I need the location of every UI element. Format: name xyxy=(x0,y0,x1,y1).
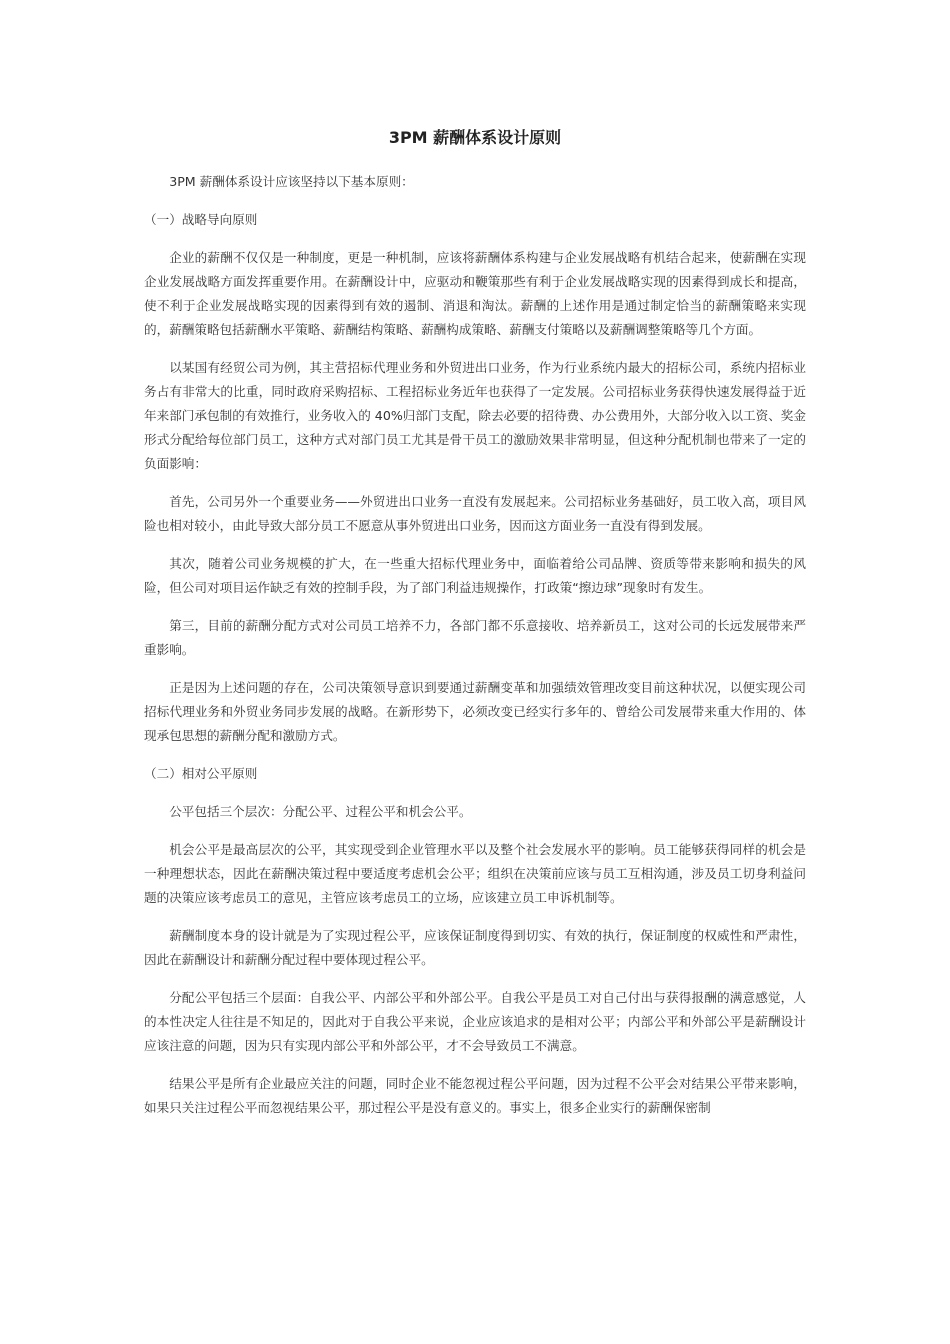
paragraph: 分配公平包括三个层面：自我公平、内部公平和外部公平。自我公平是员工对自己付出与获得报酬的满意感觉，人的本性决定人往往是不知足的，因此对于自我公平来说，企业应该追求的是相对公平；内部公平和外部公平是薪酬设计应该注意的问题，因为只有实现内部公平和外部公平，才不会导致员工不满意。 xyxy=(144,990,806,1053)
paragraph: 公平包括三个层次：分配公平、过程公平和机会公平。 xyxy=(169,804,472,819)
document-body xyxy=(144,170,806,1134)
paragraph: 正是因为上述问题的存在，公司决策领导意识到要通过薪酬变革和加强绩效管理改变目前这种状况，以便实现公司招标代理业务和外贸业务同步发展的战略。在新形势下，必须改变已经实行多年的、曾给公司发展带来重大作用的、体现承包思想的薪酬分配和激励方式。 xyxy=(144,680,806,743)
paragraph: 其次，随着公司业务规模的扩大，在一些重大招标代理业务中，面临着给公司品牌、资质等带来影响和损失的风险，但公司对项目运作缺乏有效的控制手段，为了部门利益违规操作，打政策“擦边球”现象时有发生。 xyxy=(144,556,806,595)
paragraph: 结果公平是所有企业最应关注的问题，同时企业不能忽视过程公平问题，因为过程不公平会对结果公平带来影响，如果只关注过程公平而忽视结果公平，那过程公平是没有意义的。事实上，很多企业实行的薪酬保密制 xyxy=(144,1076,806,1115)
paragraph: 机会公平是最高层次的公平，其实现受到企业管理水平以及整个社会发展水平的影响。员工能够获得同样的机会是一种理想状态，因此在薪酬决策过程中要适度考虑机会公平；组织在决策前应该与员工互相沟通，涉及员工切身利益问题的决策应该考虑员工的意见，主管应该考虑员工的立场，应该建立员工申诉机制等。 xyxy=(144,842,806,905)
paragraph: 薪酬制度本身的设计就是为了实现过程公平，应该保证制度得到切实、有效的执行，保证制度的权威性和严肃性，因此在薪酬设计和薪酬分配过程中要体现过程公平。 xyxy=(144,928,806,967)
paragraph: 首先，公司另外一个重要业务——外贸进出口业务一直没有发展起来。公司招标业务基础好，员工收入高，项目风险也相对较小，由此导致大部分员工不愿意从事外贸进出口业务，因而这方面业务一直没有得到发展。 xyxy=(144,494,806,533)
paragraph-intro: 3PM 薪酬体系设计应该坚持以下基本原则： xyxy=(169,174,414,189)
paragraph: 企业的薪酬不仅仅是一种制度，更是一种机制，应该将薪酬体系构建与企业发展战略有机结合起来，使薪酬在实现企业发展战略方面发挥重要作用。在薪酬设计中，应驱动和鞭策那些有利于企业发展战略实现的因素得到成长和提高，使不利于企业发展战略实现的因素得到有效的遏制、消退和淘汰。薪酬的上述作用是通过制定恰当的薪酬策略来实现的，薪酬策略包括薪酬水平策略、薪酬结构策略、薪酬构成策略、薪酬支付策略以及薪酬调整策略等几个方面。 xyxy=(144,250,806,337)
section-heading-fairness: （二）相对公平原则 xyxy=(144,766,258,781)
section-heading-strategy: （一）战略导向原则 xyxy=(144,212,258,227)
document-title: 3PM 薪酬体系设计原则 xyxy=(388,128,562,147)
paragraph: 第三，目前的薪酬分配方式对公司员工培养不力，各部门都不乐意接收、培养新员工，这对公司的长远发展带来严重影响。 xyxy=(144,618,806,657)
paragraph: 以某国有经贸公司为例，其主营招标代理业务和外贸进出口业务，作为行业系统内最大的招标公司，系统内招标业务占有非常大的比重，同时政府采购招标、工程招标业务近年也获得了一定发展。公司招标业务获得快速发展得益于近年来部门承包制的有效推行，业务收入的 40%归部门支配，除去必要的招待费、办公费用外，大部分收入以工资、奖金形式分配给每位部门员工，这种方式对部门员工尤其是骨干员工的激励效果非常明显，但这种分配机制也带来了一定的负面影响： xyxy=(144,360,806,471)
